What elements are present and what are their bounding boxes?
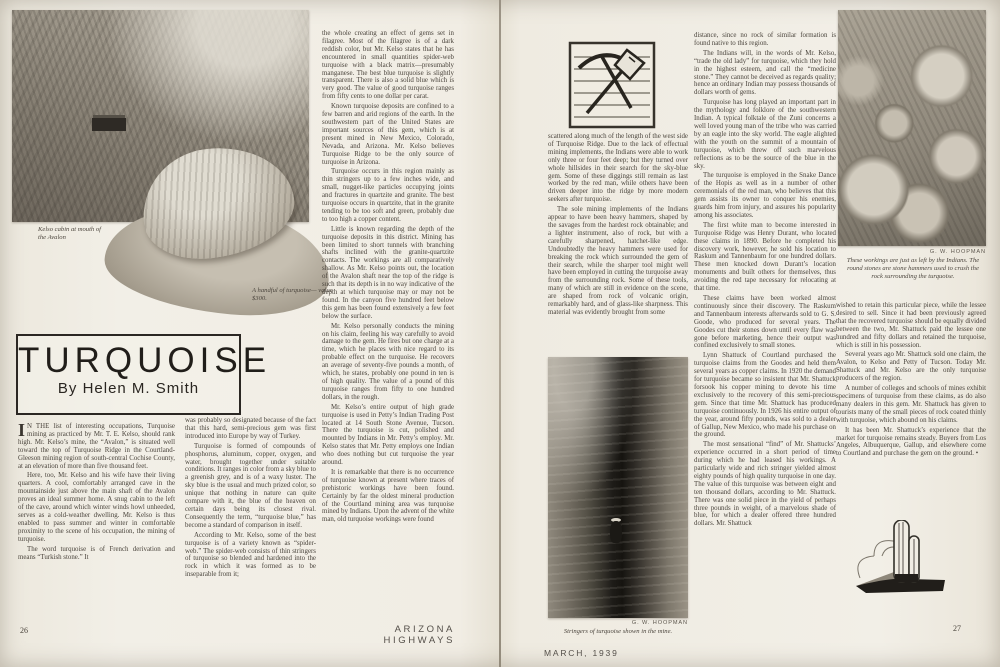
issue-date-footer: MARCH, 1939 (544, 648, 619, 658)
page-number-right: 27 (953, 624, 961, 633)
paragraph: The sole mining implements of the Indians appear to have been heavy hammers, shaped by the savages from the hardest rock obtainable; and a lighter instrument, also of rock, but with a carefully sharpened, hatchet-like edge. Undoubtedly the heavy hammers were used for breaking the rock which surrounded the gem of their search, while the sharper tool might well have been employed in cutting the turquoise away from the surrounding rock. Some of these tools, many of which are still in evidence on the scene, are shaped from rock of volcanic origin, remarkably hard, and of glass-like sharpness. This material was evidently brought from some (548, 206, 688, 316)
page-gutter (499, 0, 501, 667)
paragraph: The word turquoise is of French derivation and means “Turkish stone.” It (18, 545, 175, 561)
paragraph: Turquoise occurs in this region mainly as thin stringers up to a few inches wide, and small, nugget-like particles occupying joints and fractures in quartzite and granite. The best turquoise occurs in quartzite, that in the granite tending to be too soft and green, probably due to too high a copper content. (322, 168, 454, 223)
mine-photo-caption: Stringers of turquoise shown in the mine. (563, 628, 673, 635)
paragraph: wished to retain this particular piece, while the lessee desired to sell. Since it had been previously agreed that the recovered turquoise should be equally divided between the two, Mr. Shattuck paid the lessee one hundred and fifty dollars and retained the turquoise, which is still in his possession. (836, 302, 986, 349)
paragraph: Mr. Kelso personally conducts the mining on his claim, feeling his way carefully to avoid damage to the gem. He fires but one charge at a time, which he places with nice regard to its probable effect on the turquoise. He recovers an average of seventy-five pounds a month, of which, he states, probably one pound in ten is of high quality. The value of a pound of this turquoise ranges from fifty to one hundred dollars, in the rough. (322, 322, 454, 401)
cactus-illustration (848, 520, 958, 614)
cabin-in-photo (92, 118, 126, 131)
paragraph: was probably so designated because of the fact that this hard, semi-precious gem was first introduced into Europe by way of Turkey. (185, 417, 316, 440)
right-column-1 (548, 133, 688, 319)
paragraph: Turquoise has long played an important part in the mythology and folklore of the southwestern Indian. A typical folktale of the Zuni concerns a well loved young man of the tribe who was carried by an eagle into the sky world. The eagle alighted with the youth on the summit of a mountain of turquoise, which threw off such marvelous reflections as to be the source of the blue in the sky. (694, 99, 836, 170)
paragraph: Turquoise is formed of compounds of phosphorus, aluminum, copper, oxygen, and water, brought together under suitable conditions. It ranges in color from a sky blue to a greenish grey, and is of a waxy luster. The sky blue is the usual and much prized color, so unique that nothing in nature can quite compare with it, the blue of the heaven on certain days being its closest rival. Consequently the term, “turquoise blue,” has become a standard of comparison in itself. (185, 442, 316, 529)
paragraph: The turquoise is employed in the Snake Dance of the Hopis as well as in a number of other ceremonials of the red man, who believes that this gem assists its owner to conquer his enemies, guards him from injury, and assures his popularity among his associates. (694, 172, 836, 219)
page-number-left: 26 (20, 626, 28, 635)
rocks-photo-caption: These workings are just as left by the Indians. The round stones are stone hammers used to crush the rock surrounding the turquoise. (846, 257, 980, 281)
drop-cap: I (18, 420, 26, 440)
article-title: TURQUOISE (18, 341, 272, 380)
mountain-photo-caption: Kelso cabin at mouth of the Avalon (38, 226, 102, 242)
paragraph: It is remarkable that there is no occurrence of turquoise known at present where traces of prehistoric workings have been found. Certainly by far the oldest mineral production of the Courtland mining area was turquoise mined by Indians. Upon the advent of the white man, old turquoise workings were found (322, 468, 454, 524)
article-title-box (16, 334, 272, 415)
paragraph: These claims have been worked almost continuously since their discovery. The Raskum and Tannenbaum interests afterwards sold to G. S. Goode, who produced for several years. The Goodes cut their stones down until every flaw was gone before marketing, hence their output was confined exclusively to small stones. (694, 295, 836, 350)
paragraph: scattered along much of the length of the west side of Turquoise Ridge. Due to the lack of effectual mining implements, the Indians were able to work only three or four feet deep; but they turned over whole hillsides in their search for the sky-blue gem. Some of these diggings still remain as last worked by the red man, while others have been driven deeper into the ridge by more modern seekers after turquoise. (548, 133, 688, 204)
indian-workings-photo (838, 10, 986, 246)
paragraph: Lynn Shattuck of Courtland purchased the turquoise claims from the Goodes and held them several years as copper claims. In 1920 the demand for turquoise became so insistent that Mr. Shattuck forsook his copper mining to devote his time exclusively to the recovery of this semi-precious gem. Since that time Mr. Shattuck has produced turquoise continuously. In 1926 his entire output of the year, around fifty pounds, was sold to a dealer of Gallup, New Mexico, who made his purchase on the ground. (694, 352, 836, 439)
rocks-photo-credit: G. W. HOOPMAN (929, 249, 986, 255)
paragraph: Little is known regarding the depth of the turquoise deposits in this district. Mining has been limited to short tunnels with branching shafts inclined with the granite-quartzite contacts. The workings are all comparatively shallow. As Mr. Kelso points out, the location of the Avalon shaft near the top of the ridge is such that its depth is in no way indicative of the depth at which turquoise may or may not be found. In the canyon five hundred feet below this gem has been found extensively a few feet below the surface. (322, 225, 454, 320)
paragraph: It has been Mr. Shattuck’s experience that the market for turquoise remains steady. Buyers from Los Angeles, Albuquerque, Gallup, and elsewhere come to Courtland and purchase the gem on the ground. • (836, 426, 986, 458)
paragraph: A number of colleges and schools of mines exhibit specimens of turquoise from these claims, as do also many dealers in this gem. Mr. Shattuck has given to tourists many of the small pieces of rock coated thinly with turquoise, which abound on his claims. (836, 385, 986, 424)
right-column-2 (694, 32, 836, 530)
left-column-1 (18, 420, 175, 563)
paragraph: The first white man to become interested in Turquoise Ridge was Henry Durant, who located these claims in 1890. Before he completed his discovery work, however, he sold his location to Raskum and Tannenbaum for one hundred dollars. These men knocked down Durant’s location monuments and built others for themselves, thus avoiding the red tape necessary for relocating at that time. (694, 221, 836, 293)
magazine-name-footer: ARIZONA HIGHWAYS (383, 624, 455, 646)
left-column-3 (322, 30, 454, 526)
mine-photo (548, 357, 688, 618)
paragraph: the whole creating an effect of gems set in filagree. Most of the filagree is of a dark reddish color, but Mr. Kelso states that he has encountered in small quantities spider-web turquoise with a black matrix—presumably manganese. The best blue turquoise is slightly transparent. There is also a solid blue which is very good. The value of good turquoise ranges from fifty cents to one dollar per carat. (322, 30, 454, 101)
paragraph: distance, since no rock of similar formation is found native to this region. (694, 32, 836, 47)
paragraph: According to Mr. Kelso, some of the best turquoise is of a variety known as “spider-web.” The spider-web consists of thin stringers of turquoise so blended and hardened into the rock in which it was formed as to be inseparable from it; (185, 531, 316, 579)
left-column-2 (185, 417, 316, 581)
article-byline: By Helen M. Smith (57, 380, 200, 397)
miner-figure (610, 521, 622, 543)
paragraph: The most sensational “find” of Mr. Shattucks’ experience occurred in a short period of time during which he had leased his workings. A particularly wide and rich stringer yielded almost eighty pounds of high quality turquoise in one day. The value of this turquoise was between eight and ten thousand dollars, according to Mr. Shattuck. There was one solid piece in the yield of perhaps three pounds in weight, of a marvelous shade of blue, for which a dealer offered three hundred dollars. Mr. Shattuck (694, 441, 836, 528)
paragraph: Mr. Kelso’s entire output of high grade turquoise is used in Petty’s Indian Trading Post located at 14 South Stone Avenue, Tucson. There the turquoise is cut, polished and mounted by Indians in Mr. Petty’s employ. Mr. Kelso states that Mr. Petty employs one Indian who does nothing but cut turquoise the year around. (322, 403, 454, 467)
hand-photo-caption: A handful of turquoise— value $300. (252, 287, 333, 303)
paragraph-text: N THE list of interesting occupations, Turquoise mining as practiced by Mr. T. E. Kelso, should rank high. Mr. Kelso’s mine, the “Avalon,” is situated well toward the top of Turquoise Ridge in the Courtland-Gleeson mining region of south-central Cochise County, at an elevation of more than five thousand feet. (18, 423, 175, 470)
paragraph: Several years ago Mr. Shattuck sold one claim, the Avalon, to Kelso and Petty of Tucson. Today Mr. Shattuck and Mr. Kelso are the only turquoise producers of the region. (836, 351, 986, 383)
right-column-3 (836, 302, 986, 460)
mine-photo-credit: G. W. HOOPMAN (631, 620, 688, 626)
paragraph: Here, too, Mr. Kelso and his wife have their living quarters. A cool, comfortably arranged cave in the mountainside just above the main shaft of the Avalon proves an ideal summer home. A snug cabin to the left of the cave, around which winter winds howl unheeded, serves as a cold-weather dwelling. Mr. Kelso is thus enabled to pass summer and winter in comfortable proximity to the scene of his occupation, the mining of turquoise. (18, 472, 175, 543)
paragraph: The Indians will, in the words of Mr. Kelso, “trade the old lady” for turquoise, which they hold in the highest esteem, and call the “medicine stone.” They cannot be deceived as regards quality; hence an ordinary Indian may possess thousands of dollars worth of gems. (694, 49, 836, 97)
paragraph (18, 420, 175, 470)
paragraph: Known turquoise deposits are confined to a few barren and arid regions of the earth. In the southwestern part of the United States are important sources of this gem, which is at present mined in New Mexico, Colorado, Nevada, and Arizona. Mr. Kelso believes Turquoise Ridge to be the only source of turquoise in Arizona. (322, 103, 454, 166)
pick-and-shovel-illustration (567, 40, 657, 130)
